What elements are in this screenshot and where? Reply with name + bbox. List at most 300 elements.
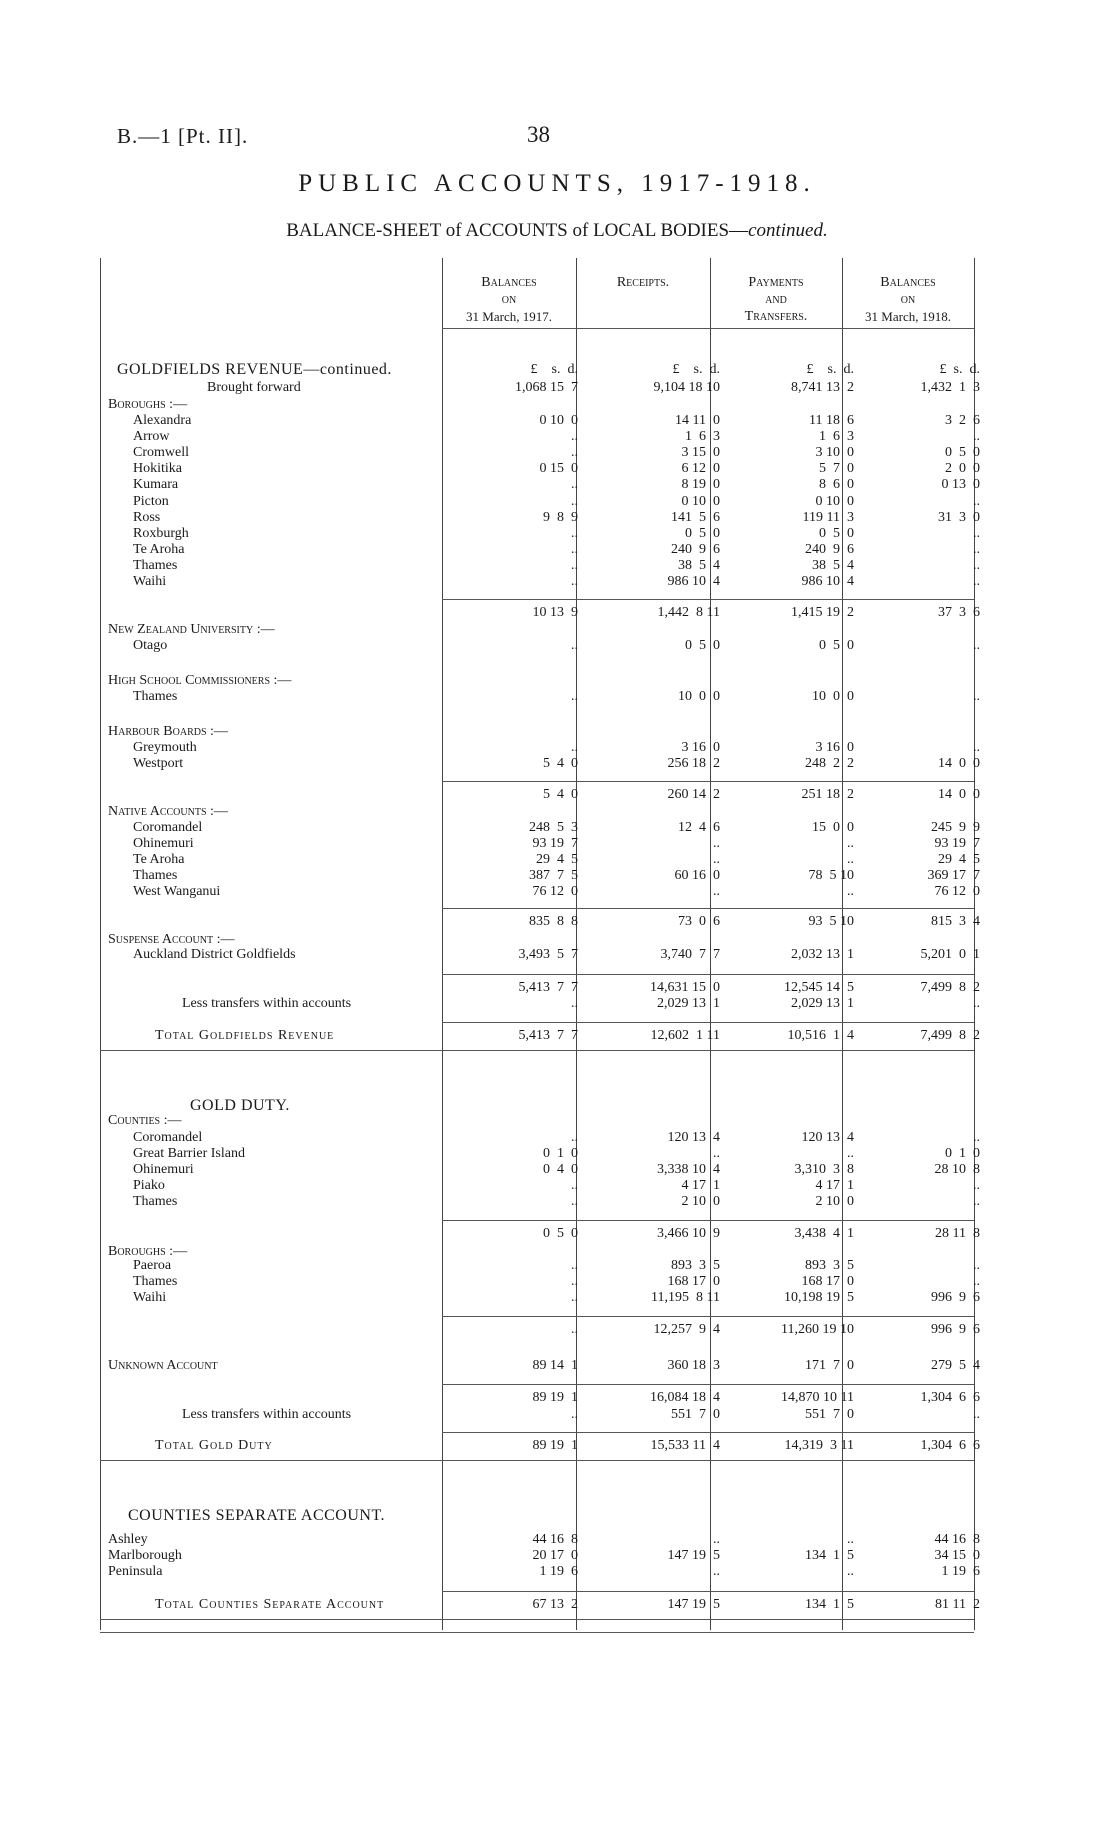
cell-amount: 10 0 0: [678, 689, 720, 704]
cell-amount: 12,545 14 5: [784, 980, 854, 995]
cell-amount: ..: [973, 1258, 980, 1273]
table-row: [100, 1258, 980, 1274]
cell-amount: 119 11 3: [802, 510, 854, 525]
cell-amount: ..: [571, 526, 578, 541]
row-label: Te Aroha: [133, 542, 185, 557]
cell-amount: £ s. d.: [530, 362, 578, 377]
cell-amount: ..: [571, 1322, 578, 1337]
row-label: Picton: [133, 494, 169, 509]
table-row: [100, 1548, 980, 1564]
row-label: Total Goldfields Revenue: [155, 1028, 335, 1043]
cell-amount: 2,029 13 1: [657, 996, 720, 1011]
cell-amount: ..: [571, 542, 578, 557]
cell-amount: 3 15 0: [681, 445, 720, 460]
cell-amount: 14,319 3 11: [784, 1438, 854, 1453]
row-label: GOLDFIELDS REVENUE—continued.: [117, 361, 392, 378]
cell-amount: 996 9 6: [931, 1290, 980, 1305]
col-header-line: Payments: [748, 275, 804, 290]
cell-amount: ..: [571, 1258, 578, 1273]
cell-amount: 240 9 6: [805, 542, 854, 557]
table-row: [100, 1508, 974, 1524]
cell-amount: ..: [571, 1194, 578, 1209]
cell-amount: ..: [571, 1407, 578, 1422]
cell-amount: £ s. d.: [939, 362, 980, 377]
row-label: Te Aroha: [133, 852, 185, 867]
cell-amount: 245 9 9: [931, 820, 980, 835]
cell-amount: 1,415 19 2: [791, 605, 854, 620]
table-row: [100, 932, 974, 948]
cell-amount: 0 1 0: [945, 1146, 980, 1161]
cell-amount: 5 4 0: [543, 756, 578, 771]
cell-amount: ..: [973, 558, 980, 573]
cell-amount: £ s. d.: [806, 362, 854, 377]
document-reference: B.—1 [Pt. II].: [117, 124, 249, 148]
cell-amount: 1 6 3: [685, 429, 720, 444]
row-label: Total Gold Duty: [155, 1438, 273, 1453]
cell-amount: 20 17 0: [532, 1548, 578, 1563]
cell-amount: 260 14 2: [667, 787, 720, 802]
cell-amount: ..: [571, 429, 578, 444]
cell-amount: 120 13 4: [801, 1130, 854, 1145]
table-row: [100, 947, 980, 963]
table-row: [100, 836, 980, 852]
table-row: [100, 1438, 980, 1454]
subtotal-rule: [442, 908, 974, 909]
row-label: Less transfers within accounts: [182, 996, 352, 1011]
cell-amount: ..: [973, 1130, 980, 1145]
cell-amount: 73 0 6: [678, 914, 720, 929]
table-row: [100, 1390, 980, 1406]
cell-amount: 387 7 5: [529, 868, 578, 883]
cell-amount: 12,602 1 11: [650, 1028, 720, 1043]
cell-amount: 256 18 2: [667, 756, 720, 771]
cell-amount: 0 10 0: [539, 413, 578, 428]
row-label: High School Commissioners :—: [108, 673, 292, 688]
table-row: [100, 1130, 980, 1146]
cell-amount: 1 19 6: [941, 1564, 980, 1579]
cell-amount: 2 10 0: [815, 1194, 854, 1209]
cell-amount: 1,304 6 6: [920, 1390, 980, 1405]
table-row: [100, 558, 980, 574]
cell-amount: 0 5 0: [819, 638, 854, 653]
cell-amount: 81 11 2: [935, 1597, 980, 1612]
table-row: [100, 638, 980, 654]
cell-amount: ..: [973, 689, 980, 704]
cell-amount: 893 3 5: [671, 1258, 720, 1273]
cell-amount: ..: [973, 574, 980, 589]
cell-amount: 89 14 1: [532, 1358, 578, 1373]
cell-amount: 1,442 8 11: [657, 605, 720, 620]
cell-amount: 815 3 4: [931, 914, 980, 929]
cell-amount: 60 16 0: [674, 868, 720, 883]
cell-amount: 2,032 13 1: [791, 947, 854, 962]
row-label: Hokitika: [133, 461, 182, 476]
cell-amount: 551 7 0: [805, 1407, 854, 1422]
cell-amount: 2 0 0: [945, 461, 980, 476]
cell-amount: ..: [973, 526, 980, 541]
col-header-line: Transfers.: [744, 309, 808, 324]
table-row: [100, 429, 980, 445]
cell-amount: 3,466 10 9: [657, 1226, 720, 1241]
table-row: [100, 542, 980, 558]
cell-amount: 78 5 10: [808, 868, 854, 883]
cell-amount: 4 17 1: [681, 1178, 720, 1193]
row-label: Alexandra: [133, 413, 192, 428]
subtitle-main: BALANCE-SHEET of ACCOUNTS of LOCAL BODIES—: [286, 220, 749, 241]
cell-amount: ..: [973, 494, 980, 509]
cell-amount: ..: [571, 494, 578, 509]
cell-amount: 6 12 0: [681, 461, 720, 476]
table-row: [100, 1274, 980, 1290]
cell-amount: 11,195 8 11: [651, 1290, 720, 1305]
cell-amount: 893 3 5: [805, 1258, 854, 1273]
table-row: [100, 1407, 980, 1423]
cell-amount: 3,493 5 7: [518, 947, 578, 962]
cell-amount: 0 5 0: [685, 526, 720, 541]
cell-amount: 3 16 0: [815, 740, 854, 755]
cell-amount: 1,068 15 7: [515, 380, 578, 395]
cell-amount: 93 19 7: [934, 836, 980, 851]
cell-amount: ..: [571, 638, 578, 653]
cell-amount: 15,533 11 4: [650, 1438, 720, 1453]
cell-amount: 0 13 0: [941, 477, 980, 492]
table-row: [100, 526, 980, 542]
cell-amount: 10 0 0: [812, 689, 854, 704]
row-label: Greymouth: [133, 740, 197, 755]
table-row: [100, 724, 974, 740]
cell-amount: 248 5 3: [529, 820, 578, 835]
cell-amount: ..: [571, 689, 578, 704]
row-label: Unknown Account: [108, 1358, 218, 1373]
cell-amount: 28 10 8: [934, 1162, 980, 1177]
row-label: Cromwell: [133, 445, 189, 460]
cell-amount: ..: [973, 542, 980, 557]
cell-amount: ..: [713, 836, 720, 851]
row-label: Otago: [133, 638, 168, 653]
table-bottom-rule: [100, 1632, 974, 1633]
subtotal-rule: [442, 781, 974, 782]
page-number: 38: [527, 122, 550, 147]
table-row: [100, 852, 980, 868]
cell-amount: 8,741 13 2: [791, 380, 854, 395]
cell-amount: ..: [713, 884, 720, 899]
cell-amount: 248 2 2: [805, 756, 854, 771]
table-row: [100, 1113, 974, 1129]
section-rule: [100, 1460, 974, 1461]
cell-amount: 44 16 8: [934, 1532, 980, 1547]
cell-amount: ..: [973, 1194, 980, 1209]
cell-amount: 38 5 4: [812, 558, 854, 573]
row-label: Brought forward: [207, 380, 301, 395]
table-row: [100, 397, 974, 413]
cell-amount: ..: [973, 1178, 980, 1193]
cell-amount: 551 7 0: [671, 1407, 720, 1422]
cell-amount: 11,260 19 10: [781, 1322, 854, 1337]
cell-amount: 3 16 0: [681, 740, 720, 755]
cell-amount: 3,438 4 1: [794, 1226, 854, 1241]
row-label: Coromandel: [133, 820, 203, 835]
cell-amount: 93 5 10: [808, 914, 854, 929]
cell-amount: 28 11 8: [935, 1226, 980, 1241]
cell-amount: 1 19 6: [539, 1564, 578, 1579]
table-row: [100, 1564, 980, 1580]
table-row: [100, 787, 980, 803]
header-rule: [442, 328, 974, 329]
cell-amount: 0 5 0: [819, 526, 854, 541]
cell-amount: ..: [571, 1178, 578, 1193]
subtotal-rule: [442, 1591, 974, 1592]
cell-amount: 76 12 0: [532, 884, 578, 899]
table-row: [100, 1532, 980, 1548]
cell-amount: 168 17 0: [667, 1274, 720, 1289]
subtotal-rule: [442, 1022, 974, 1023]
cell-amount: 134 1 5: [805, 1548, 854, 1563]
cell-amount: ..: [973, 996, 980, 1011]
table-row: [100, 868, 980, 884]
cell-amount: 38 5 4: [678, 558, 720, 573]
cell-amount: 369 17 7: [927, 868, 980, 883]
col-header-line: and: [765, 292, 787, 307]
row-label: Peninsula: [108, 1564, 163, 1579]
cell-amount: 10,198 19 5: [784, 1290, 854, 1305]
cell-amount: 89 19 1: [532, 1438, 578, 1453]
table-row: [100, 510, 980, 526]
cell-amount: 7,499 8 2: [920, 980, 980, 995]
cell-amount: 835 8 8: [529, 914, 578, 929]
table-row: [100, 1194, 980, 1210]
cell-amount: 0 10 0: [815, 494, 854, 509]
cell-amount: ..: [713, 1146, 720, 1161]
row-label: Thames: [133, 558, 178, 573]
table-row: [100, 445, 980, 461]
cell-amount: 14,631 15 0: [650, 980, 720, 995]
cell-amount: 2 10 0: [681, 1194, 720, 1209]
cell-amount: 120 13 4: [667, 1130, 720, 1145]
table-row: [100, 884, 980, 900]
row-label: Harbour Boards :—: [108, 724, 228, 739]
row-label: Waihi: [133, 1290, 167, 1305]
subtotal-rule: [442, 599, 974, 600]
table-row: [100, 1178, 980, 1194]
cell-amount: ..: [847, 836, 854, 851]
cell-amount: 93 19 7: [532, 836, 578, 851]
cell-amount: 67 13 2: [532, 1597, 578, 1612]
cell-amount: 986 10 4: [667, 574, 720, 589]
row-label: Arrow: [133, 429, 170, 444]
row-label: Counties :—: [108, 1113, 182, 1128]
cell-amount: 10 13 9: [532, 605, 578, 620]
table-row: [100, 413, 980, 429]
row-label: Marlborough: [108, 1548, 182, 1563]
row-label: Waihi: [133, 574, 167, 589]
table-row: [100, 1028, 980, 1044]
row-label: Thames: [133, 689, 178, 704]
row-label: Piako: [133, 1178, 165, 1193]
cell-amount: 251 18 2: [801, 787, 854, 802]
row-label: Great Barrier Island: [133, 1146, 245, 1161]
col-header-balances-1918: [842, 274, 974, 325]
row-label: Kumara: [133, 477, 179, 492]
row-label: Boroughs :—: [108, 397, 188, 412]
table-row: [100, 1098, 974, 1114]
cell-amount: 14 11 0: [675, 413, 720, 428]
table-row: [100, 494, 980, 510]
row-label: Thames: [133, 868, 178, 883]
cell-amount: ..: [713, 852, 720, 867]
row-label: Total Counties Separate Account: [155, 1597, 385, 1612]
row-label: GOLD DUTY.: [190, 1097, 290, 1114]
cell-amount: 14 0 0: [938, 756, 980, 771]
row-label: Roxburgh: [133, 526, 189, 541]
table-row: [100, 574, 980, 590]
subtotal-rule: [442, 1432, 974, 1433]
cell-amount: 134 1 5: [805, 1597, 854, 1612]
cell-amount: ..: [713, 1564, 720, 1579]
cell-amount: 12,257 9 4: [653, 1322, 720, 1337]
cell-amount: ..: [571, 1274, 578, 1289]
subtotal-rule: [442, 1316, 974, 1317]
row-label: Coromandel: [133, 1130, 203, 1145]
cell-amount: 5,413 7 7: [518, 1028, 578, 1043]
cell-amount: ..: [973, 1274, 980, 1289]
cell-amount: ..: [571, 996, 578, 1011]
row-label: Westport: [133, 756, 184, 771]
col-header-line: Balances: [481, 275, 537, 290]
col-header-line: Balances: [880, 275, 936, 290]
cell-amount: £ s. d.: [672, 362, 720, 377]
cell-amount: 0 15 0: [539, 461, 578, 476]
col-header-receipts: [576, 274, 710, 291]
cell-amount: 34 15 0: [934, 1548, 980, 1563]
cell-amount: 1,304 6 6: [920, 1438, 980, 1453]
table-row: [100, 996, 980, 1012]
cell-amount: 5,413 7 7: [518, 980, 578, 995]
row-label: Ashley: [108, 1532, 148, 1547]
page-subtitle: [0, 220, 1114, 242]
row-label: COUNTIES SEPARATE ACCOUNT.: [128, 1507, 386, 1524]
cell-amount: ..: [847, 884, 854, 899]
cell-amount: 279 5 4: [931, 1358, 980, 1373]
subtitle-continued: continued.: [748, 220, 828, 241]
table-row: [100, 461, 980, 477]
cell-amount: 76 12 0: [934, 884, 980, 899]
table-row: [100, 1358, 980, 1374]
cell-amount: 3 10 0: [815, 445, 854, 460]
cell-amount: 9 8 9: [543, 510, 578, 525]
cell-amount: ..: [571, 558, 578, 573]
cell-amount: 3,338 10 4: [657, 1162, 720, 1177]
col-header-balances-1917: [442, 274, 576, 325]
row-label: West Wanganui: [133, 884, 221, 899]
table-row: [100, 477, 980, 493]
cell-amount: 15 0 0: [812, 820, 854, 835]
cell-amount: 168 17 0: [801, 1274, 854, 1289]
table-row: [100, 1226, 980, 1242]
cell-amount: 4 17 1: [815, 1178, 854, 1193]
table-row: [100, 673, 974, 689]
cell-amount: 0 5 0: [543, 1226, 578, 1241]
cell-amount: ..: [713, 1532, 720, 1547]
row-label: Boroughs :—: [108, 1244, 188, 1259]
table-row: [100, 380, 980, 396]
cell-amount: ..: [571, 1130, 578, 1145]
cell-amount: 14 0 0: [938, 787, 980, 802]
cell-amount: ..: [571, 574, 578, 589]
cell-amount: 11 18 6: [809, 413, 854, 428]
cell-amount: 147 19 5: [667, 1597, 720, 1612]
section-rule: [100, 1050, 974, 1051]
cell-amount: 171 7 0: [805, 1358, 854, 1373]
table-row: [100, 914, 980, 930]
cell-amount: 14,870 10 11: [781, 1390, 854, 1405]
row-label: Ohinemuri: [133, 1162, 194, 1177]
cell-amount: 996 9 6: [931, 1322, 980, 1337]
table-row: [100, 820, 980, 836]
cell-amount: 5 7 0: [819, 461, 854, 476]
cell-amount: 3,740 7 7: [660, 947, 720, 962]
row-label: Thames: [133, 1194, 178, 1209]
cell-amount: 8 6 0: [819, 477, 854, 492]
cell-amount: 240 9 6: [671, 542, 720, 557]
table-row: [100, 1146, 980, 1162]
cell-amount: ..: [847, 1532, 854, 1547]
table-row: [100, 1322, 980, 1338]
row-label: Ross: [133, 510, 161, 525]
col-header-line: 31 March, 1918.: [865, 309, 951, 324]
cell-amount: 2,029 13 1: [791, 996, 854, 1011]
row-label: Auckland District Goldfields: [133, 947, 296, 962]
cell-amount: 0 4 0: [543, 1162, 578, 1177]
table-row: [100, 804, 974, 820]
col-header-line: Receipts.: [616, 275, 670, 290]
subtotal-rule: [442, 1220, 974, 1221]
cell-amount: 0 5 0: [945, 445, 980, 460]
cell-amount: 12 4 6: [678, 820, 720, 835]
table-row: [100, 1290, 980, 1306]
cell-amount: 1,432 1 3: [920, 380, 980, 395]
cell-amount: 31 3 0: [938, 510, 980, 525]
cell-amount: 44 16 8: [532, 1532, 578, 1547]
cell-amount: ..: [571, 477, 578, 492]
table-row: [100, 605, 980, 621]
section-rule: [100, 1619, 974, 1620]
cell-amount: 1 6 3: [819, 429, 854, 444]
cell-amount: 147 19 5: [667, 1548, 720, 1563]
cell-amount: ..: [847, 852, 854, 867]
cell-amount: 5 4 0: [543, 787, 578, 802]
row-label: Ohinemuri: [133, 836, 194, 851]
cell-amount: 29 4 5: [536, 852, 578, 867]
cell-amount: 29 4 5: [938, 852, 980, 867]
table-row: [100, 1162, 980, 1178]
table-row: [100, 622, 974, 638]
cell-amount: 0 1 0: [543, 1146, 578, 1161]
cell-amount: ..: [973, 638, 980, 653]
cell-amount: ..: [847, 1564, 854, 1579]
col-header-line: 31 March, 1917.: [466, 309, 552, 324]
row-label: Suspense Account :—: [108, 932, 235, 947]
cell-amount: 986 10 4: [801, 574, 854, 589]
table-row: [100, 740, 980, 756]
cell-amount: ..: [973, 740, 980, 755]
row-label: Paeroa: [133, 1258, 172, 1273]
cell-amount: 141 5 6: [671, 510, 720, 525]
subtotal-rule: [442, 974, 974, 975]
page-title: PUBLIC ACCOUNTS, 1917-1918.: [298, 170, 816, 197]
cell-amount: 37 3 6: [938, 605, 980, 620]
table-row: [100, 1597, 980, 1613]
table-row: [100, 689, 980, 705]
